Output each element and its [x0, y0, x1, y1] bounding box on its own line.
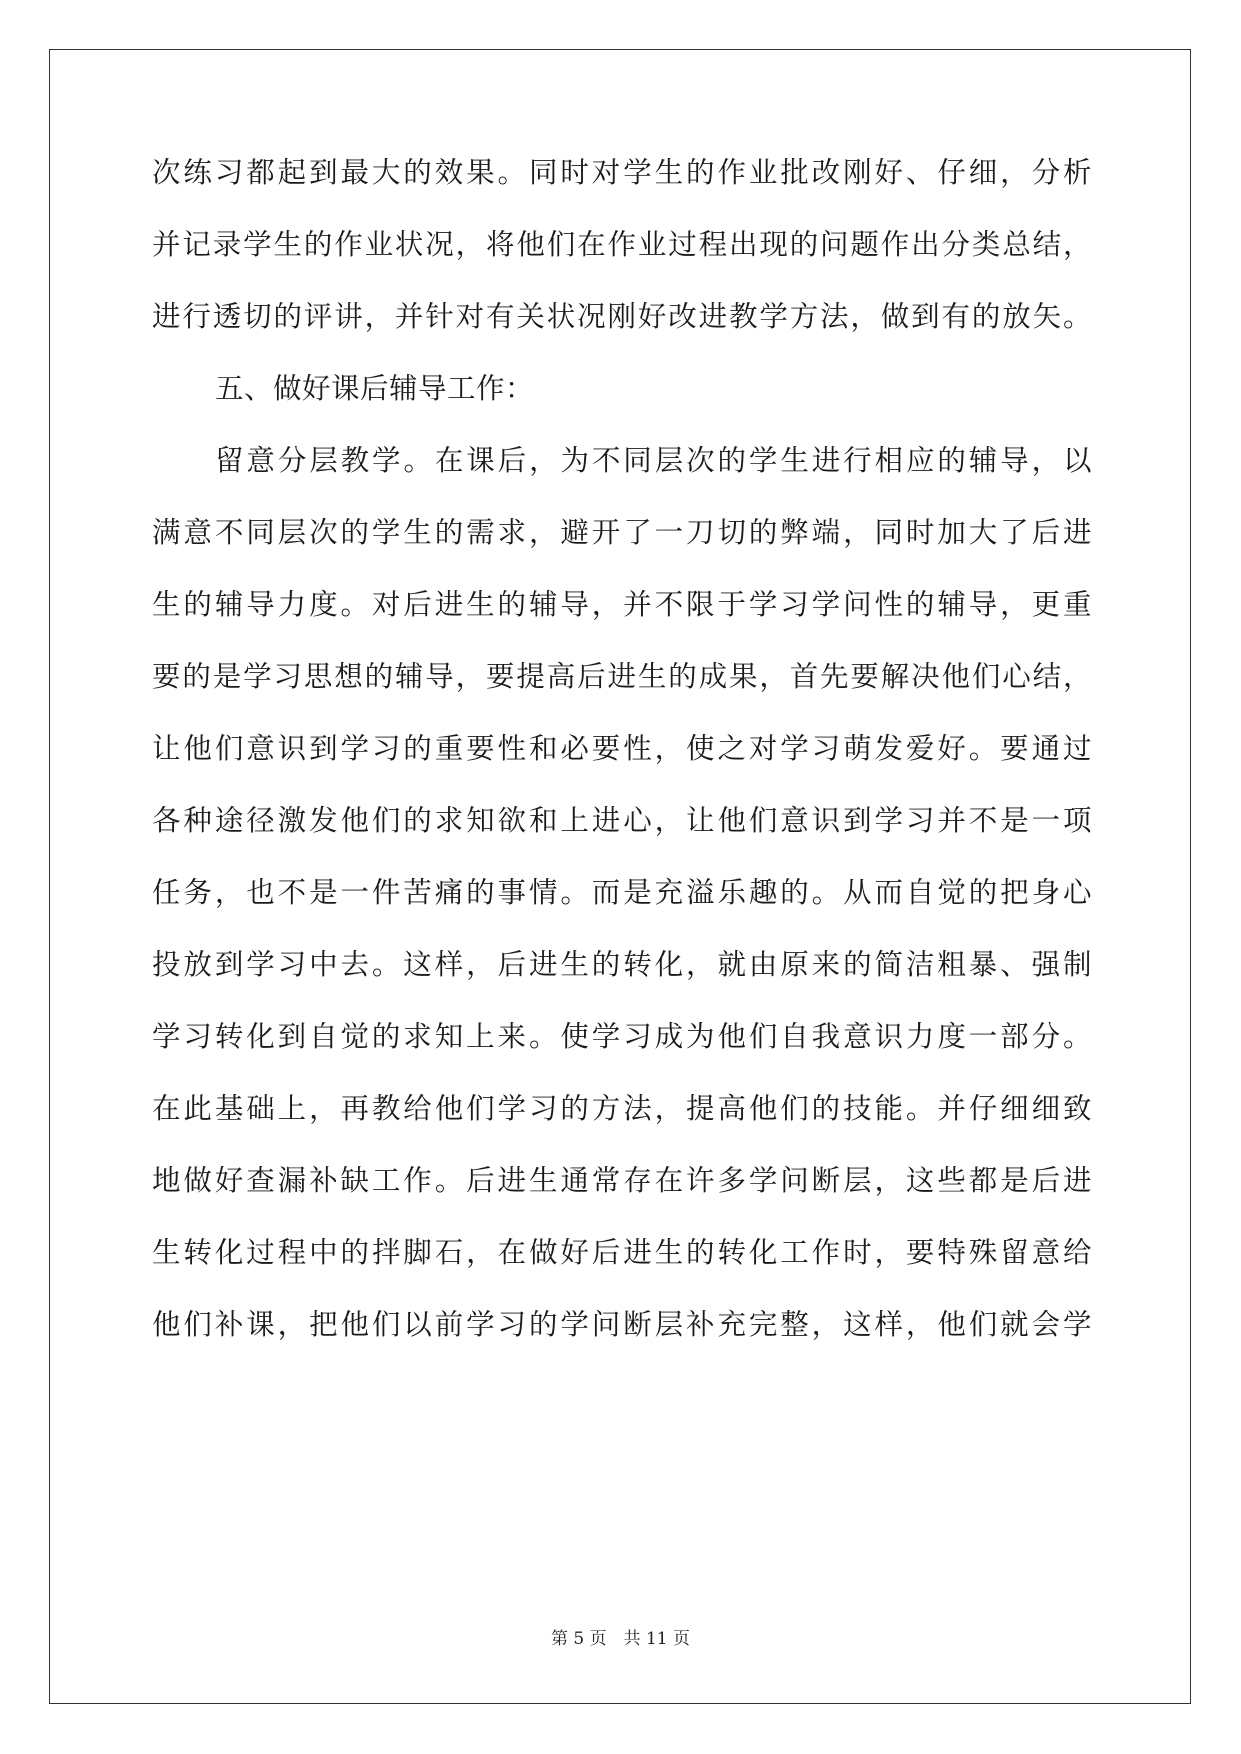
- page-number-footer: 第 5 页 共 11 页: [550, 1629, 691, 1649]
- text-line: 学习转化到自觉的求知上来。使学习成为他们自我意识力度一部分。: [152, 1020, 1092, 1053]
- text-line: 他们补课，把他们以前学习的学问断层补充完整，这样，他们就会学: [152, 1308, 1092, 1341]
- text-line: 留意分层教学。在课后，为不同层次的学生进行相应的辅导，以: [215, 444, 1092, 477]
- text-line: 投放到学习中去。这样，后进生的转化，就由原来的简洁粗暴、强制: [152, 948, 1092, 981]
- text-line: 次练习都起到最大的效果。同时对学生的作业批改刚好、仔细，分析: [152, 156, 1092, 189]
- text-line: 生的辅导力度。对后进生的辅导，并不限于学习学问性的辅导，更重: [152, 588, 1092, 621]
- text-line: 满意不同层次的学生的需求，避开了一刀切的弊端，同时加大了后进: [152, 516, 1092, 549]
- text-line: 生转化过程中的拌脚石，在做好后进生的转化工作时，要特殊留意给: [152, 1236, 1092, 1269]
- text-line: 要的是学习思想的辅导，要提高后进生的成果，首先要解决他们心结，: [152, 660, 1092, 693]
- text-line: 各种途径激发他们的求知欲和上进心，让他们意识到学习并不是一项: [152, 804, 1092, 837]
- text-line: 让他们意识到学习的重要性和必要性，使之对学习萌发爱好。要通过: [152, 732, 1092, 765]
- text-line: 在此基础上，再教给他们学习的方法，提高他们的技能。并仔细细致: [152, 1092, 1092, 1125]
- text-line: 并记录学生的作业状况，将他们在作业过程出现的问题作出分类总结，: [152, 228, 1092, 261]
- text-line: 地做好查漏补缺工作。后进生通常存在许多学问断层，这些都是后进: [152, 1164, 1092, 1197]
- section-heading: 五、做好课后辅导工作：: [215, 372, 535, 405]
- text-line: 进行透切的评讲，并针对有关状况刚好改进教学方法，做到有的放矢。: [152, 300, 1092, 333]
- text-line: 任务，也不是一件苦痛的事情。而是充溢乐趣的。从而自觉的把身心: [152, 876, 1092, 909]
